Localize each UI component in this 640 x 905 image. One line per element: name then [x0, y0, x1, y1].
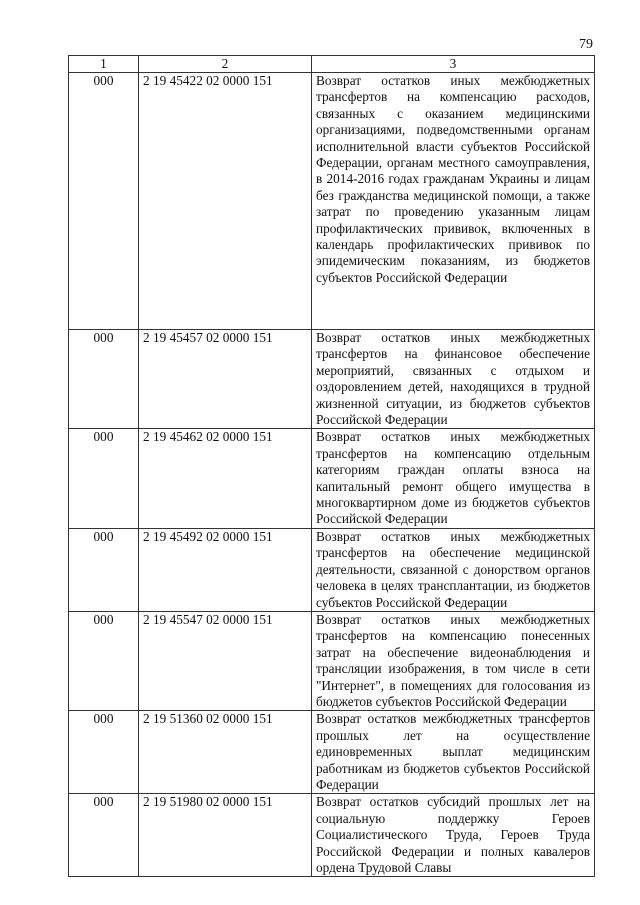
budget-code-cell: 2 19 45462 02 0000 151 — [139, 429, 312, 528]
description-cell: Возврат остатков иных межбюджетных трансфертов на компенсацию понесенных затрат на обеспечение видеонаблюдения и трансляции изображения, в том числе в сети "Интернет", в помещениях для голосования из бюджетов субъектов Российской Федерации — [312, 611, 595, 710]
table-header-row — [69, 56, 595, 73]
budget-code-cell: 2 19 45547 02 0000 151 — [139, 611, 312, 710]
table-row — [69, 711, 595, 794]
admin-code-cell: 000 — [69, 611, 139, 710]
budget-codes-table — [68, 55, 595, 877]
table-row — [69, 611, 595, 710]
description-cell: Возврат остатков иных межбюджетных трансфертов на компенсацию отдельным категориям граждан оплаты взноса на капитальный ремонт общего имущества в многоквартирном доме из бюджетов субъектов Российской Федерации — [312, 429, 595, 528]
description-cell: Возврат остатков межбюджетных трансфертов прошлых лет на осуществление единовременных выплат медицинским работникам из бюджетов субъектов Российской Федерации — [312, 711, 595, 794]
admin-code-cell: 000 — [69, 330, 139, 429]
admin-code-cell: 000 — [69, 711, 139, 794]
budget-code-cell: 2 19 51360 02 0000 151 — [139, 711, 312, 794]
description-cell: Возврат остатков иных межбюджетных трансфертов на компенсацию расходов, связанных с оказанием медицинскими организациями, подведомственными органам исполнительной власти субъектов Российской Федерации, органам местного самоуправления, в 2014-2016 годах гражданам Украины и лицам без гражданства медицинской помощи, а также затрат по проведению указанным лицам профилактических прививок, включенных в календарь профилактических прививок по эпидемическим показаниям, из бюджетов субъектов Российской Федерации — [312, 73, 595, 330]
table-row — [69, 330, 595, 429]
table-header — [69, 56, 595, 73]
table-row — [69, 794, 595, 877]
table-row — [69, 429, 595, 528]
table-row — [69, 73, 595, 330]
description-cell: Возврат остатков иных межбюджетных трансфертов на обеспечение медицинской деятельности, связанной с донорством органов человека в целях трансплантации, из бюджетов субъектов Российской Федерации — [312, 528, 595, 611]
description-cell: Возврат остатков иных межбюджетных трансфертов на финансовое обеспечение мероприятий, связанных с отдыхом и оздоровлением детей, находящихся в трудной жизненной ситуации, из бюджетов субъектов Российской Федерации — [312, 330, 595, 429]
admin-code-cell: 000 — [69, 429, 139, 528]
budget-code-cell: 2 19 45422 02 0000 151 — [139, 73, 312, 330]
table-row — [69, 528, 595, 611]
page-number: 79 — [579, 37, 593, 52]
column-header-3: 3 — [312, 56, 595, 73]
column-header-2: 2 — [139, 56, 312, 73]
admin-code-cell: 000 — [69, 794, 139, 877]
column-header-1: 1 — [69, 56, 139, 73]
description-cell: Возврат остатков субсидий прошлых лет на социальную поддержку Героев Социалистического Труда, Героев Труда Российской Федерации и полных кавалеров ордена Трудовой Славы — [312, 794, 595, 877]
budget-code-cell: 2 19 45492 02 0000 151 — [139, 528, 312, 611]
budget-code-cell: 2 19 45457 02 0000 151 — [139, 330, 312, 429]
budget-code-cell: 2 19 51980 02 0000 151 — [139, 794, 312, 877]
table-body — [69, 73, 595, 877]
admin-code-cell: 000 — [69, 528, 139, 611]
admin-code-cell: 000 — [69, 73, 139, 330]
